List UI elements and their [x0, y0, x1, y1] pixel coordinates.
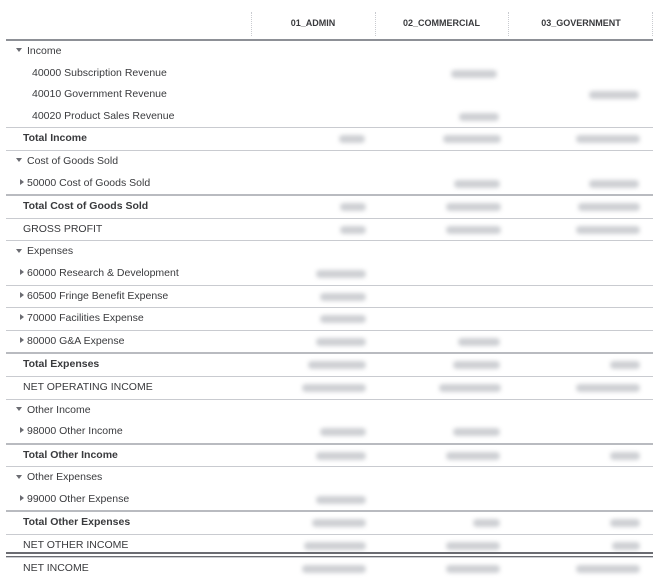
amount-cell-commercial[interactable]: [446, 452, 500, 460]
row-label: Other Income: [27, 403, 91, 416]
column-divider: [251, 12, 252, 36]
row-label: 99000 Other Expense: [27, 492, 130, 505]
row-label: NET OPERATING INCOME: [23, 380, 153, 393]
row-label: GROSS PROFIT: [23, 222, 103, 235]
collapse-caret-icon[interactable]: [16, 249, 22, 253]
amount-cell-admin[interactable]: [340, 226, 366, 234]
amount-cell-government[interactable]: [589, 180, 639, 188]
collapse-caret-icon[interactable]: [16, 158, 22, 162]
expand-caret-icon[interactable]: [20, 495, 24, 501]
amount-cell-admin[interactable]: [304, 542, 366, 550]
amount-cell-government[interactable]: [610, 519, 640, 527]
amount-cell-admin[interactable]: [312, 519, 366, 527]
amount-cell-government[interactable]: [610, 361, 640, 369]
row-label: Total Other Income: [23, 448, 118, 461]
section-row-other-expenses[interactable]: [6, 466, 653, 489]
amount-cell-admin[interactable]: [308, 361, 366, 369]
row-label: Cost of Goods Sold: [27, 154, 119, 167]
amount-cell-commercial[interactable]: [453, 428, 500, 436]
account-row[interactable]: [6, 307, 653, 330]
amount-cell-admin[interactable]: [302, 565, 366, 573]
total-row-other-income: [6, 443, 653, 467]
report-double-rule: [6, 556, 653, 557]
amount-cell-government[interactable]: [576, 565, 640, 573]
amount-cell-government[interactable]: [610, 452, 640, 460]
net-income-row: [6, 557, 653, 579]
account-row[interactable]: [6, 285, 653, 308]
column-divider: [375, 12, 376, 36]
account-row[interactable]: [6, 263, 653, 285]
column-header-commercial[interactable]: 02_COMMERCIAL: [402, 18, 480, 28]
amount-cell-admin[interactable]: [339, 135, 365, 143]
total-row-expenses: [6, 352, 653, 376]
account-row[interactable]: [6, 421, 653, 443]
row-label: 70000 Facilities Expense: [27, 312, 144, 325]
expand-caret-icon[interactable]: [20, 292, 24, 298]
column-header-admin[interactable]: 01_ADMIN: [290, 18, 336, 28]
amount-cell-commercial[interactable]: [473, 519, 500, 527]
total-row-other-expenses: [6, 510, 653, 534]
account-row: [6, 63, 653, 85]
section-row-expenses[interactable]: [6, 240, 653, 263]
amount-cell-commercial[interactable]: [451, 70, 497, 78]
collapse-caret-icon[interactable]: [16, 48, 22, 52]
amount-cell-admin[interactable]: [316, 270, 366, 278]
amount-cell-commercial[interactable]: [439, 384, 501, 392]
expand-caret-icon[interactable]: [20, 337, 24, 343]
row-label: 60000 Research & Development: [27, 266, 179, 279]
row-label: Total Other Expenses: [23, 516, 131, 529]
expand-caret-icon[interactable]: [20, 314, 24, 320]
amount-cell-admin[interactable]: [316, 496, 366, 504]
expand-caret-icon[interactable]: [20, 269, 24, 275]
amount-cell-admin[interactable]: [340, 203, 366, 211]
account-row: [6, 84, 653, 106]
row-label: 80000 G&A Expense: [27, 334, 125, 347]
account-row[interactable]: [6, 173, 653, 195]
amount-cell-government[interactable]: [576, 135, 640, 143]
amount-cell-commercial[interactable]: [459, 113, 499, 121]
section-row-cogs[interactable]: [6, 150, 653, 173]
amount-cell-commercial[interactable]: [453, 361, 500, 369]
amount-cell-admin[interactable]: [302, 384, 366, 392]
total-row-cogs: [6, 194, 653, 218]
row-label: 60500 Fringe Benefit Expense: [27, 289, 169, 302]
amount-cell-commercial[interactable]: [458, 338, 500, 346]
row-label: 40020 Product Sales Revenue: [32, 109, 175, 122]
row-label: NET OTHER INCOME: [23, 539, 129, 552]
row-label: Other Expenses: [27, 471, 103, 484]
row-label: 98000 Other Income: [27, 425, 123, 438]
amount-cell-commercial[interactable]: [446, 203, 501, 211]
amount-cell-commercial[interactable]: [446, 565, 500, 573]
column-divider: [508, 12, 509, 36]
row-label: 50000 Cost of Goods Sold: [27, 176, 151, 189]
amount-cell-government[interactable]: [589, 91, 639, 99]
gross-profit-row: [6, 218, 653, 241]
report-column-header: [6, 8, 653, 41]
row-label: Total Cost of Goods Sold: [23, 200, 149, 213]
column-header-government[interactable]: 03_GOVERNMENT: [541, 18, 621, 28]
report-body: [6, 41, 653, 579]
net-operating-income-row: [6, 376, 653, 399]
row-label: Total Expenses: [23, 358, 100, 371]
amount-cell-commercial[interactable]: [446, 542, 500, 550]
amount-cell-government[interactable]: [576, 384, 640, 392]
total-row-income: [6, 127, 653, 150]
amount-cell-commercial[interactable]: [443, 135, 501, 143]
amount-cell-admin[interactable]: [316, 452, 366, 460]
collapse-caret-icon[interactable]: [16, 475, 22, 479]
report-double-rule: [6, 552, 653, 554]
account-row: [6, 106, 653, 128]
column-divider: [652, 12, 653, 36]
amount-cell-admin[interactable]: [320, 315, 366, 323]
row-label: Income: [27, 45, 62, 57]
amount-cell-admin[interactable]: [320, 293, 366, 301]
section-row-other-income[interactable]: [6, 399, 653, 422]
amount-cell-government[interactable]: [612, 542, 640, 550]
row-label: 40010 Government Revenue: [32, 88, 167, 101]
account-row[interactable]: [6, 330, 653, 353]
amount-cell-admin[interactable]: [316, 338, 366, 346]
row-label: Total Income: [23, 132, 87, 145]
amount-cell-commercial[interactable]: [446, 226, 501, 234]
collapse-caret-icon[interactable]: [16, 407, 22, 411]
amount-cell-commercial[interactable]: [454, 180, 500, 188]
profit-and-loss-report: [6, 8, 653, 579]
account-row[interactable]: [6, 489, 653, 511]
expand-caret-icon[interactable]: [20, 427, 24, 433]
amount-cell-government[interactable]: [578, 203, 640, 211]
row-label: 40000 Subscription Revenue: [32, 66, 167, 79]
row-label: NET INCOME: [23, 561, 89, 574]
amount-cell-government[interactable]: [576, 226, 640, 234]
amount-cell-admin[interactable]: [320, 428, 366, 436]
expand-caret-icon[interactable]: [20, 179, 24, 185]
row-label: Expenses: [27, 245, 74, 258]
section-row-income[interactable]: [6, 41, 653, 63]
